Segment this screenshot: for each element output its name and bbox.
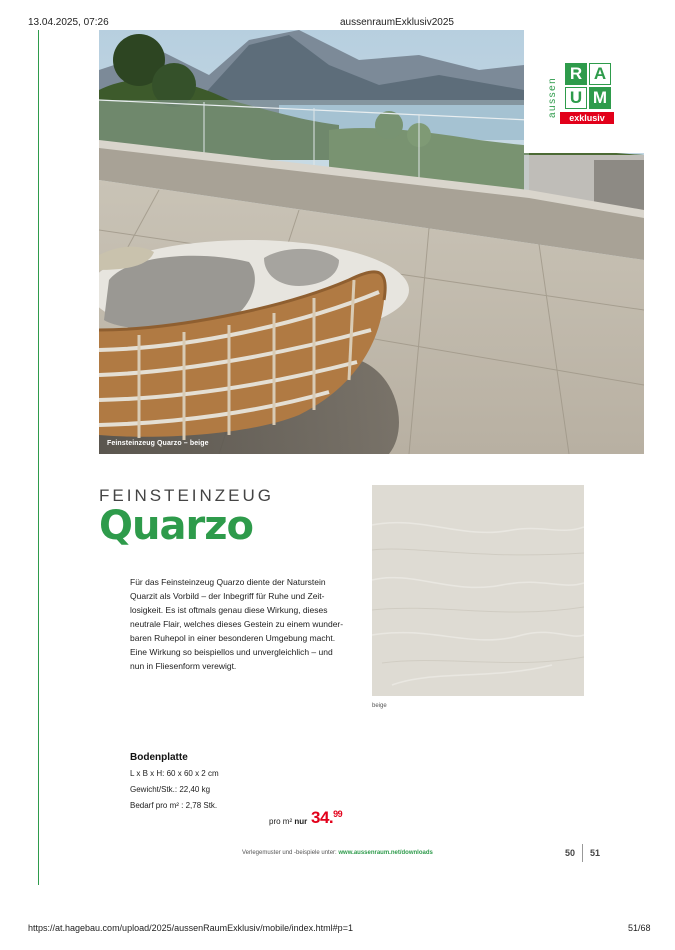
price-unit: pro m² <box>269 817 293 826</box>
downloads-note <box>242 850 433 856</box>
body-line: losigkeit. Es ist oftmals genau diese Wirkung, dieses <box>130 605 328 615</box>
logo-aussen: aussen <box>547 76 558 118</box>
product-name: Bodenplatte <box>130 752 188 763</box>
print-title: aussenraumExklusiv2025 <box>340 17 454 28</box>
page-number-right: 51 <box>590 848 601 858</box>
body-line: Für das Feinsteinzeug Quarzo diente der Naturstein <box>130 577 326 587</box>
product-spec: L x B x H: 60 x 60 x 2 cm <box>130 769 219 778</box>
price-cents: 99 <box>333 809 343 819</box>
product-spec: Bedarf pro m² : 2,78 Stk. <box>130 801 218 810</box>
logo-exklusiv: exklusiv <box>560 112 614 124</box>
logo-letter-a: A <box>589 63 611 85</box>
body-line: Quarzit als Vorbild – der Inbegriff für Ruhe und Zeit- <box>130 591 325 601</box>
margin-line <box>38 30 39 885</box>
tile-swatch <box>372 485 584 696</box>
price-value <box>311 808 342 828</box>
logo-letter-r: R <box>565 63 587 85</box>
photo-caption: Feinsteinzeug Quarzo – beige <box>107 440 209 447</box>
article-kicker: FEINSTEINZEUG <box>99 486 275 505</box>
page-number-left: 50 <box>565 848 576 858</box>
product-spec: Gewicht/Stk.: 22,40 kg <box>130 785 211 794</box>
logo-letter-u: U <box>565 87 587 109</box>
print-datetime: 13.04.2025, 07:26 <box>28 17 109 28</box>
body-line: baren Ruhepol in einer besonderen Umgebung macht. <box>130 633 336 643</box>
print-page-count: 51/68 <box>628 923 651 933</box>
price-label <box>269 817 307 826</box>
stone-texture <box>372 485 584 696</box>
body-line: neutrale Flair, welches dieses Gestein zu einem wunder- <box>130 619 344 629</box>
article-title: Quarzo <box>99 503 253 549</box>
downloads-note-text: Verlegemuster und -beispiele unter: <box>242 850 339 856</box>
downloads-link[interactable]: www.aussenraum.net/downloads <box>338 850 433 856</box>
article-body <box>130 575 365 673</box>
print-url: https://at.hagebau.com/upload/2025/aussenRaumExklusiv/mobile/index.html#p=1 <box>28 923 353 933</box>
price-main: 34. <box>311 808 334 827</box>
body-line: Eine Wirkung so beispiellos und unvergleichlich – und <box>130 647 333 657</box>
logo-letter-m: M <box>589 87 611 109</box>
body-line: nun in Fliesenform verewigt. <box>130 661 237 671</box>
price-word: nur <box>294 817 308 826</box>
swatch-label: beige <box>372 703 387 709</box>
page-separator <box>582 844 583 862</box>
